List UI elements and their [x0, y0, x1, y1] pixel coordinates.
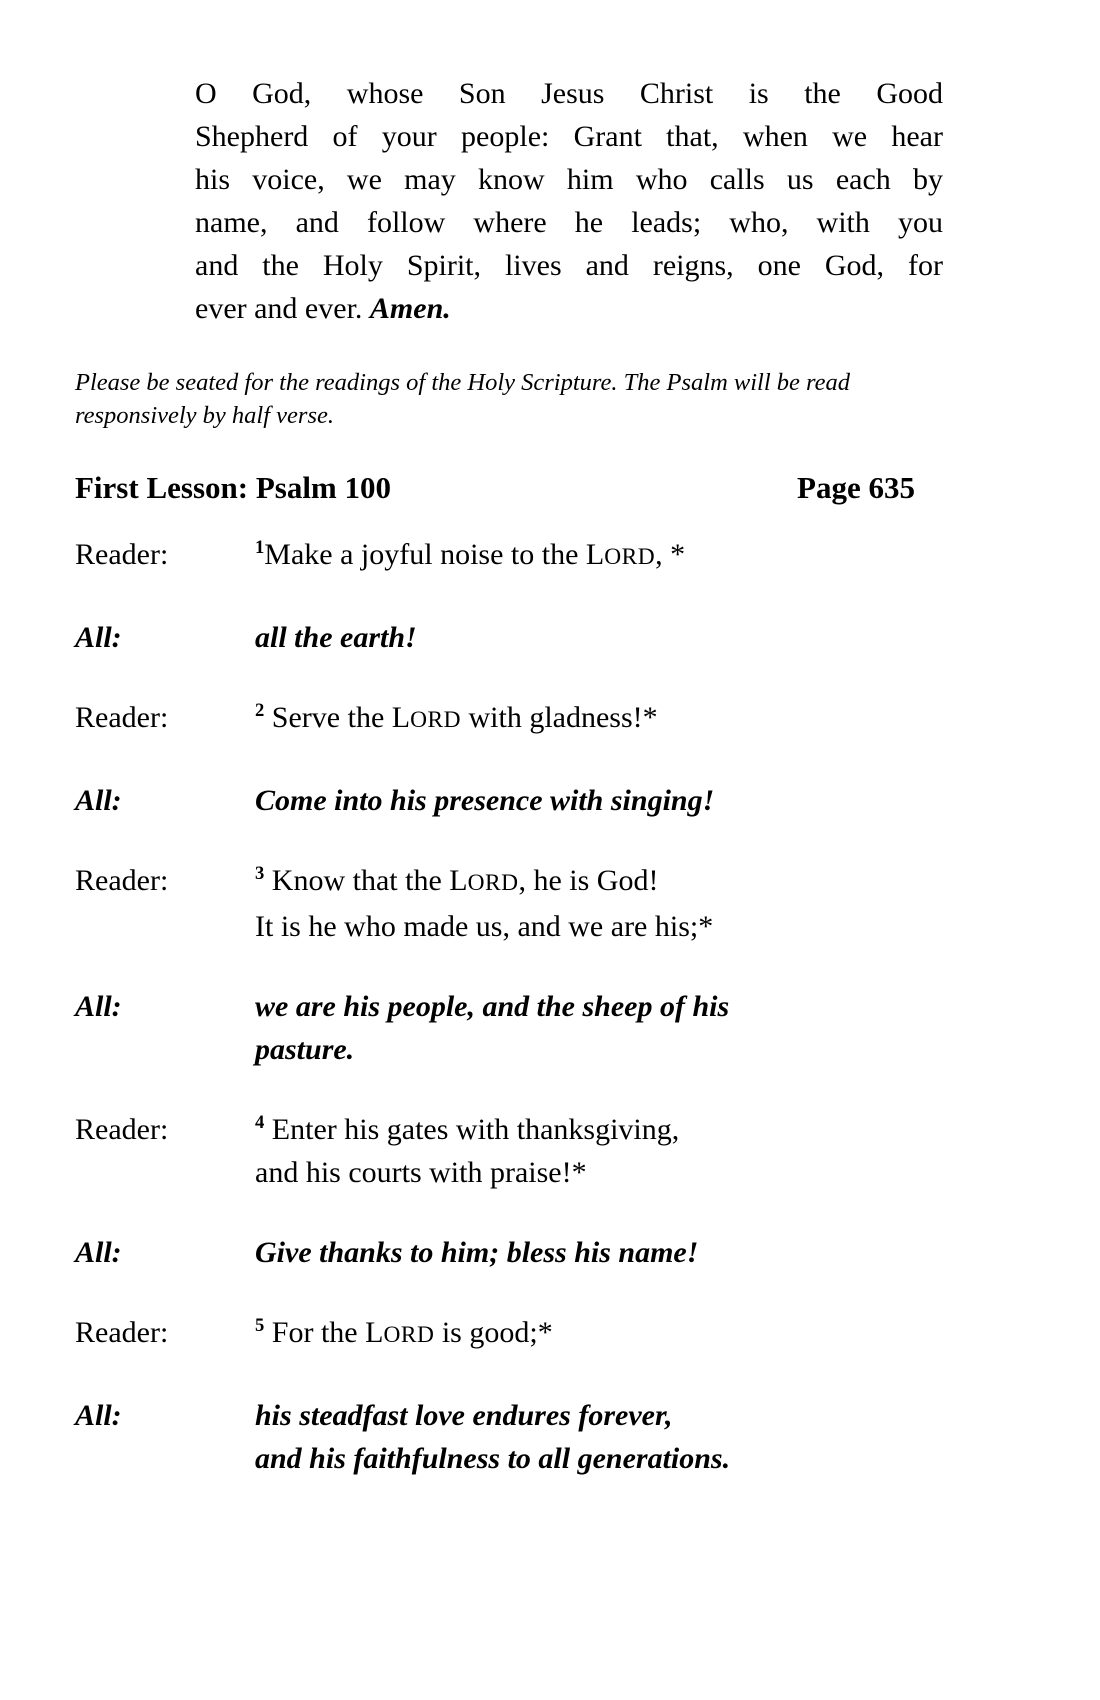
lord-smallcaps: LORD [585, 538, 656, 571]
verse-number: 3 [255, 863, 265, 884]
psalm-line: $^5$ For the LORD is good;* [255, 1315, 553, 1349]
speaker-label: Reader: [75, 538, 169, 571]
psalm-line: and his courts with praise!* [255, 1156, 587, 1189]
psalm-row [75, 985, 980, 1071]
collect-line: name, and follow where he leads; who, with you [195, 206, 943, 239]
collect-line: and the Holy Spirit, lives and reigns, one God, for [195, 249, 943, 282]
collect-line: his voice, we may know him who calls us each by [195, 163, 943, 196]
verse-number: 2 [255, 700, 265, 721]
psalm-row [75, 1231, 980, 1274]
psalm-row [75, 696, 980, 742]
speaker-label: Reader: [75, 701, 169, 734]
psalm-text [255, 1311, 980, 1357]
psalm-line: $^1$Make a joyful noise to the LORD, * [255, 537, 686, 571]
psalm-line: all the earth! [255, 621, 417, 654]
psalm-text [255, 616, 980, 659]
speaker-label: All: [75, 990, 122, 1023]
psalm-line: and his faithfulness to all generations. [255, 1442, 731, 1475]
psalm-text [255, 859, 980, 948]
psalm-row [75, 1394, 980, 1480]
psalm-row [75, 1311, 980, 1357]
psalm-line: we are his people, and the sheep of his [255, 990, 730, 1023]
psalm-text [255, 533, 980, 579]
lesson-heading [75, 466, 915, 509]
psalm-text [255, 696, 980, 742]
rubric [75, 366, 945, 432]
speaker-label: Reader: [75, 1113, 169, 1146]
psalm-line: $^4$ Enter his gates with thanksgiving, [255, 1112, 680, 1146]
speaker-label: Reader: [75, 864, 169, 897]
collect-prayer [195, 72, 943, 330]
verse-number: 1 [255, 537, 265, 558]
psalm-row [75, 533, 980, 579]
psalm-line: Give thanks to him; bless his name! [255, 1236, 699, 1269]
psalm-line: $^3$ Know that the LORD, he is God! [255, 863, 659, 897]
lesson-page-ref: Page 635 [797, 470, 915, 505]
psalm-row [75, 1108, 980, 1194]
lesson-title: First Lesson: Psalm 100 [75, 470, 392, 505]
collect-line: Shepherd of your people: Grant that, when we hear [195, 120, 943, 153]
speaker-label: Reader: [75, 1316, 169, 1349]
psalm-line: his steadfast love endures forever, [255, 1399, 673, 1432]
speaker-label: All: [75, 1236, 122, 1269]
lord-smallcaps: LORD [365, 1316, 435, 1349]
psalm-row [75, 859, 980, 948]
collect-line: O God, whose Son Jesus Christ is the Good [195, 77, 943, 110]
psalm-text [255, 985, 980, 1071]
psalm-line: pasture. [255, 1033, 355, 1066]
collect-line: ever and ever. Amen. [195, 292, 451, 325]
psalm-text [255, 1108, 980, 1194]
psalm-row [75, 779, 980, 822]
rubric-line: responsively by half verse. [75, 402, 334, 429]
amen-text: Amen. [369, 292, 451, 325]
psalm-line: Come into his presence with singing! [255, 784, 715, 817]
verse-number: 4 [255, 1112, 265, 1133]
psalm-responsive-reading [75, 533, 980, 1480]
lord-smallcaps: LORD [391, 701, 461, 734]
psalm-text [255, 1231, 980, 1274]
psalm-row [75, 616, 980, 659]
verse-number: 5 [255, 1315, 265, 1336]
psalm-text [255, 779, 980, 822]
rubric-line: Please be seated for the readings of the Holy Scripture. The Psalm will be read [75, 369, 851, 396]
speaker-label: All: [75, 1399, 122, 1432]
lord-smallcaps: LORD [449, 864, 519, 897]
speaker-label: All: [75, 621, 122, 654]
psalm-line: $^2$ Serve the LORD with gladness!* [255, 700, 658, 734]
speaker-label: All: [75, 784, 122, 817]
psalm-line: It is he who made us, and we are his;* [255, 910, 714, 943]
psalm-text [255, 1394, 980, 1480]
